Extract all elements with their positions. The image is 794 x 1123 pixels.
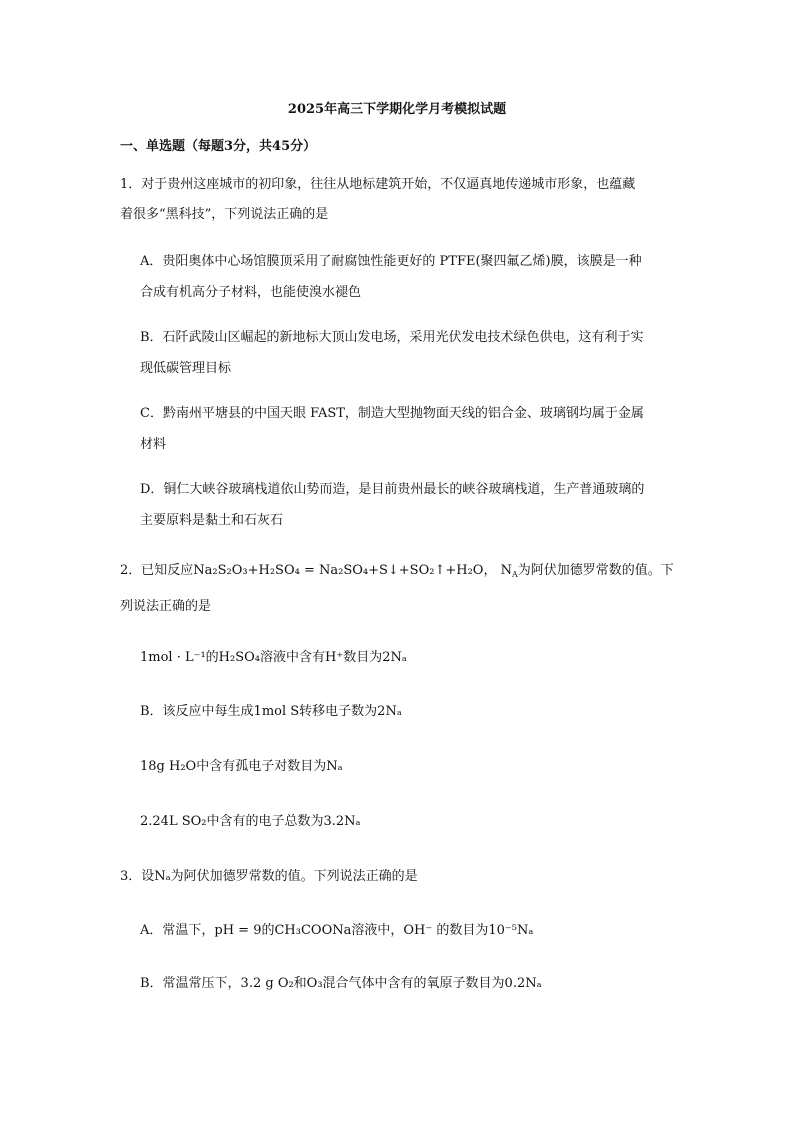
q1-option-c-line2: 材料 <box>140 437 167 452</box>
q2-number: 2．已知反应 <box>120 563 194 578</box>
q3-stem: 3．设Nₐ为阿伏加德罗常数的值。下列说法正确的是 <box>120 869 418 884</box>
q2-option-c: 18g H₂O中含有孤电子对数目为Nₐ <box>140 759 343 774</box>
q2-option-a: 1mol · L⁻¹的H₂SO₄溶液中含有H⁺数目为2Nₐ <box>140 650 407 665</box>
q2-stem-line1 <box>120 561 674 581</box>
section-heading: 一、单选题（每题3分，共45分） <box>120 139 317 154</box>
q2-equation: Na₂S₂O₃+H₂SO₄ = Na₂SO₄+S↓+SO₂↑+H₂O， <box>193 563 497 578</box>
q1-stem-line1: 1．对于贵州这座城市的初印象，往往从地标建筑开始，不仅逼真地传递城市形象，也蕴藏 <box>120 177 636 192</box>
q1-option-b-line1: B．石阡武陵山区崛起的新地标大顶山发电场，采用光伏发电技术绿色供电，这有利于实 <box>140 330 644 345</box>
q1-stem-line2: 着很多“黑科技”，下列说法正确的是 <box>120 207 329 222</box>
q3-option-a: A．常温下，pH = 9的CH₃COONa溶液中，OH⁻ 的数目为10⁻⁵Nₐ <box>140 923 534 938</box>
q2-stem-line2: 列说法正确的是 <box>120 599 212 614</box>
q2-stem-text: 为阿伏加德罗常数的值。下 <box>517 563 674 578</box>
q2-option-d: 2.24L SO₂中含有的电子总数为3.2Nₐ <box>140 814 361 829</box>
q2-option-b: B．该反应中每生成1mol S转移电子数为2Nₐ <box>140 704 402 719</box>
q1-option-a-line1: A．贵阳奥体中心场馆膜顶采用了耐腐蚀性能更好的 PTFE(聚四氟乙烯)膜，该膜是一种 <box>140 254 642 269</box>
q1-option-a-line2: 合成有机高分子材料，也能使溴水褪色 <box>140 285 362 300</box>
q2-na-symbol: $N_A$ <box>500 563 518 579</box>
q1-option-c-line1: C．黔南州平塘县的中国天眼 FAST，制造大型抛物面天线的铝合金、玻璃钢均属于金属 <box>140 406 644 421</box>
exam-title: 2025年高三下学期化学月考模拟试题 <box>287 102 507 117</box>
q1-option-d-line2: 主要原料是黏土和石灰石 <box>140 513 284 528</box>
q1-option-b-line2: 现低碳管理目标 <box>140 361 232 376</box>
q1-option-d-line1: D．铜仁大峡谷玻璃栈道依山势而造，是目前贵州最长的峡谷玻璃栈道，生产普通玻璃的 <box>140 482 645 497</box>
q3-option-b: B．常温常压下，3.2 g O₂和O₃混合气体中含有的氧原子数目为0.2Nₐ <box>140 976 542 991</box>
